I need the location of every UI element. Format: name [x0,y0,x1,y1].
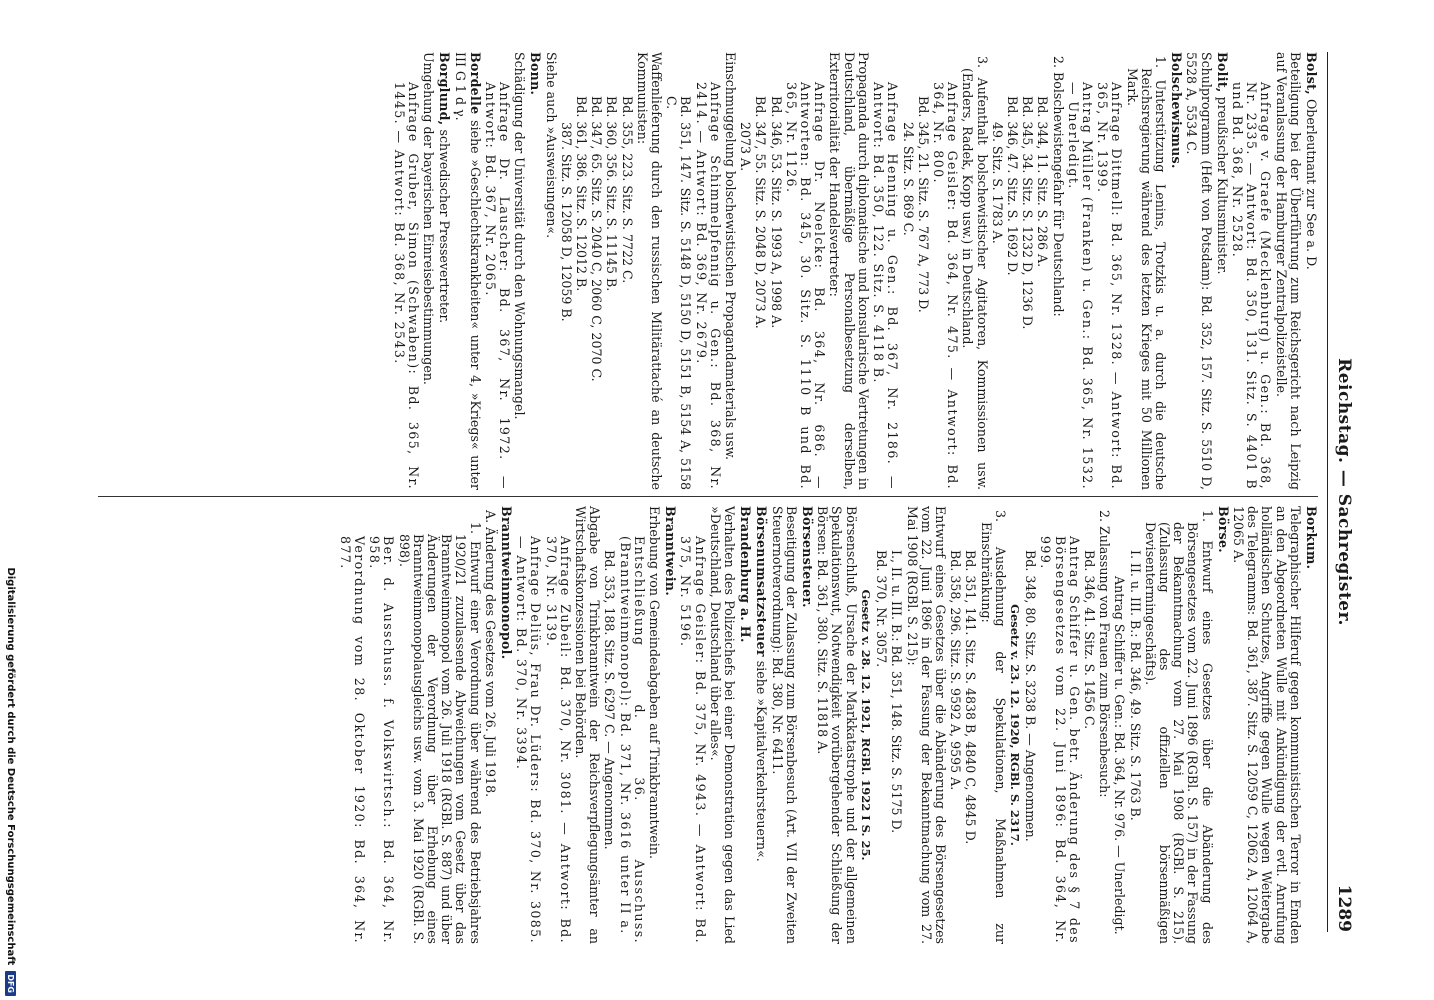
reference-line: Bd. 351, 141. Sitz. S. 4838 B, 4840 C, 4845 D. [963,550,979,845]
reference-line: Antrag Schiffer u. Gen.: Bd. 364, Nr. 976. — Unerledigt. [1112,576,1128,935]
entry-text: Verhalten des Polizeichefs bei einer Demonstration gegen das Lied »Deutschland, Deutschland über alles«. [707,506,738,944]
entry-heading: Borglund, [437,52,453,126]
running-title: Reichstag. — Sachregister. [1334,358,1354,626]
dfg-logo: DFG [6,971,17,996]
reference-line: Anfrage Geisler: Bd. 364, Nr. 475. — Antwort: Bd. 364, Nr. 800. [930,82,961,490]
reference-line: Bd. 370, Nr. 3057. [874,550,890,668]
entry-heading: Borkum. [1304,506,1319,570]
entry-heading: Branntwein. [663,506,679,597]
entry-text: Propaganda durch diplomatische und konsularische Vertretungen in Deutschland, übermäßige Personalbesetzung derselben, Exterritorialität der Handelsvertreter: [827,52,871,490]
entry-heading: Bolst, [1304,52,1319,95]
entry-heading: Brandenburg a. H. [738,506,754,643]
index-entry [754,506,768,944]
reference-line: Anfrage Dr. Noelcke: Bd. 364, Nr. 686. — Antworten: Bd. 345, 30. Sitz. S. 1110 B und Bd. 365, Nr. 1126. [783,82,828,490]
reference-line: Anfrage Gruber, Simon (Schwaben): Bd. 365, Nr. 1445. — Antwort: Bd. 368, Nr. 2543. [391,82,421,490]
entry-description: siehe »Kapitalverkehrsteuern«. [754,660,770,862]
reference-line: Anfrage Henning u. Gen.: Bd. 367, Nr. 2186. — Antwort: Bd. 350, 122. Sitz. S. 4118 B. [871,82,901,490]
entry-heading: Börse. [1215,506,1231,553]
reference-line: 2073 A. [738,122,754,172]
reference-line: Verordnung vom 28. Oktober 1920: Bd. 364, Nr. 877. [337,536,367,944]
subentry: A. Änderung des Gesetzes vom 26. Juli 1918. [482,510,498,798]
reference-line: Bd. 346, 47. Sitz. S. 1692 D. [1004,96,1020,276]
reference-line: Anfrage Schimmelpfennig u. Gen.: Bd. 368, Nr. 2414. — Antwort: Bd. 369, Nr. 2679. [693,82,723,490]
entry-text: Abgabe von Trinkbranntwein der Reichsverpflegungsämter an Wirtschaftskonzessionen bei Behörden. [573,506,603,944]
index-entry [499,506,513,944]
index-entry [663,506,677,944]
subentry: 2. Bolschewistengefahr für Deutschland: [1050,56,1066,317]
page-header [1327,52,1354,932]
reference-line: Bd. 348, 80. Sitz. S. 3238 B. — Angenommen. [1023,550,1039,842]
entry-text: Börsenschluß, Ursache der Markkatastrophe und der allgemeinen Spekulationswut, Notwendigkeit vorübergehender Schließung der Börsen: Bd. 361, 380. Sitz. S. 11818 A. [815,506,859,944]
entry-text: Siehe auch »Ausweisungen«. [543,52,559,239]
entry-text: Telegraphischer Hilferuf gegen kommunistischen Terror in Emden an den Abgeordneten Wulle mit Ankündigung der evtl. Anrufung holländischen Schutzes, Angriffe gegen Wulle wegen Weitergabe des Telegramms: Bd. 361, 387. Sitz. S. 12059 C, 12062 A, 12064 A, 12065 A. [1230,506,1303,944]
entry-heading: Bolschewismus. [1169,52,1185,169]
index-entry [738,506,752,944]
entry-text: Entwurf eines Gesetzes über die Abänderung des Börsengesetzes vom 22. Juni 1896 in der Fassung der Bekanntmachung vom 27. Mai 1908 (RGBl. S. 215): [904,506,948,944]
reference-line: Anfrage Geisler: Bd. 375, Nr. 4943. — Antwort: Bd. 375, Nr. 5196. [678,536,708,944]
reference-line: 387. Sitz. S. 12058 D, 12059 B. [558,122,574,322]
entry-text: Einschmuggelung bolschewistischen Propagandamaterials usw. [723,52,739,460]
entry-text: Beseitigung der Zulassung zum Börsenbesuch (Art. VII der Zweiten Steuernotverordnung): Bd. 380, Nr. 6411. [769,506,799,944]
reference-line: I. II. u. III. B.: Bd. 346, 49. Sitz. S. 1763 B. [1127,550,1143,821]
digitization-credit: Digitalisierung gefördert durch die Deutsche Forschungsgemeinschaft [5,567,17,966]
entry-heading: Börsenumsatzsteuer [754,506,770,657]
entry-text: Erhebung von Gemeindeabgaben auf Trinkbranntwein. [647,506,663,859]
reference-line: I., II. u. III. B.: Bd. 351, 148. Sitz. S. 5175 D. [889,550,905,834]
reference-line: 49. Sitz. S. 1783 A. [989,122,1005,244]
subentry: 3. Aufenthalt bolschewistischer Agitatoren, Kommissionen usw. (Enders, Radek, Kopp usw.) in Deutschland. [960,56,990,490]
entry-text: Umgehung der bayerischen Einreisebestimmungen. [421,52,437,385]
reference-line: Bd. 355, 223. Sitz. S. 7722 C. [619,96,635,284]
entry-heading: Branntweinmonopol. [499,506,515,660]
reference-line: Anfrage v. Graefe (Mecklenburg) u. Gen.: Bd. 368, Nr. 2335. — Antwort: Bd. 350, 131. Sitz. S. 4401 B und Bd. 368, Nr. 2528. [1229,82,1274,490]
entry-description: siehe »Geschlechtskrankheiten« unter 4, »Kriegs« unter III G 1 d γ. [453,52,483,490]
index-entry [1216,506,1230,944]
entry-text: Schulprogramm (Heft von Potsdam): Bd. 352, 157. Sitz. S. 5510 D, 5528 A, 5534 C. [1184,52,1214,490]
reference-line: Bd. 353, 188. Sitz. S. 6297 C. — Angenommen. [602,550,618,850]
page-footer [0,0,22,1000]
entry-heading: Bonn. [528,52,544,96]
reference-line: Bd. 345, 34. Sitz. S. 1232 D, 1236 D. [1020,96,1036,330]
index-entry [1304,506,1318,944]
law-citation: Gesetz v. 23. 12. 1920, RGBl. S. 2317. [1007,604,1022,846]
entry-text: Beteiligung bei der Überführung zum Reichsgericht nach Leipzig auf Veranlassung der Hamburger Zentralpolizeistelle. [1273,52,1303,490]
reference-line: Anfrage Dr. Lauscher: Bd. 367, Nr. 1972. — Antwort: Bd. 367, Nr. 2065. [482,82,513,490]
reference-line: Bd. 351, 147. Sitz. S. 5148 D, 5150 D, 5151 B, 5154 A, 5158 C. [664,96,694,490]
reference-line: Entschließung d. 36. Ausschuss. (Branntweinmonopol): Bd. 371, Nr. 3616 unter II a. [617,536,647,944]
reference-line: Bd. 347, 55. Sitz. S. 2048 D, 2073 A. [753,96,769,329]
subentry: 1. Entwurf eines Gesetzes über die Abänderung des Börsengesetzes vom 22. Juni 1896 (RGBl. S. 157) in der Fassung der Bekanntmachung vom 27. Mai 1908 (RGBl. S. 215). (Zulassung des offiziellen börsenmäßigen Devisentermingeschäfts). [1142,510,1215,944]
subentry: 3. Ausdehnung der Spekulationen, Maßnahmen zur Einschränkung: [978,510,1008,944]
entry-description: schwedischer Pressevertreter. [437,129,453,324]
index-entry [1215,52,1229,490]
reference-line: Antrag Müller (Franken) u. Gen.: Bd. 365, Nr. 1532. — Unerledigt. [1065,82,1095,490]
reference-line: Bd. 347, 65. Sitz. S. 2040 C, 2060 C, 2070 C. [589,96,605,382]
reference-line: Bd. 346, 53. Sitz. S. 1993 A, 1998 A. [768,96,784,329]
entry-heading: Börsensteuer. [800,506,816,608]
index-entry [528,52,542,490]
entry-description: Oberleutnant zur See a. D. [1304,98,1319,270]
right-column [337,506,1318,944]
reference-line: Antrag Schiffer u. Gen. betr. Änderung des § 7 des Börsengesetzes vom 22. Juni 1896: Bd. 364, Nr. 999. [1038,536,1082,944]
index-entry [437,52,451,490]
entry-heading: Bordelle [467,52,483,115]
entry-description: preußischer Kultusminister. [1214,96,1230,275]
reference-line: Bd. 361, 386. Sitz. S. 12012 B. [574,96,590,292]
reference-line: Ber. d. Ausschuss. f. Volkswirtsch.: Bd. 364, Nr. 958. [367,536,397,944]
entry-text: Schädigung der Universität durch den Wohnungsmangel. [512,52,528,420]
reference-line: Anfrage Dittmell: Bd. 365, Nr. 1328. — Antwort: Bd. 365, Nr. 1399. [1095,82,1125,490]
index-entry [453,52,481,490]
page-number: 1289 [1334,884,1354,932]
index-entry [1304,52,1318,490]
subentry: 1. Unterstützung Lenins, Trotzkis u. a. durch die deutsche Reichsregierung während des letzten Krieges mit 50 Millionen Mark. [1124,56,1168,490]
reference-line: Bd. 345, 21. Sitz. S. 767 A, 773 D. [915,96,931,313]
entry-text: Waffenlieferung durch den russischen Militärattaché an deutsche Kommunisten: [634,52,665,490]
index-entry [800,506,814,944]
left-column [390,52,1318,490]
reference-line: Bd. 358, 296. Sitz. S. 9592 A, 9595 A. [948,550,964,791]
reference-line: Anfrage Zubeil: Bd. 370, Nr. 3081. — Antwort: Bd. 370, Nr. 3139. [543,536,573,944]
index-entry [1169,52,1183,490]
reference-line: 24. Sitz. S. 869 C. [900,122,916,236]
law-citation: Gesetz v. 28. 12. 1921, RGBl. 1922 I S. 25. [858,589,873,861]
reference-line: Anfrage Deliüs, Frau Dr. Lüders: Bd. 370, Nr. 3085. — Antwort: Bd. 370, Nr. 3394. [514,536,544,944]
reference-line: Bd. 360, 356. Sitz. S. 11145 B. [604,96,620,292]
subentry: 1. Entwurf einer Verordnung über während des Betriebsjahres 1920/21 zuzulassende Abweichungen vom Gesetz über das Branntweinmonopol vom 26. Juli 1918 (RGBl. S. 887) und über Änderungen der Verordnung über Erhebung eines Branntweinmonopolausgleichs usw. vom 3. Mai 1920 (RGBl. S. 898). [396,522,483,944]
reference-line: Bd. 344, 11. Sitz. S. 286 A. [1035,96,1051,268]
entry-heading: Bolit, [1214,52,1230,93]
reference-line: Bd. 346, 41. Sitz. S. 1456 C. [1081,550,1097,730]
column-divider [98,496,1318,497]
subentry: 2. Zulassung von Frauen zum Börsenbesuch: [1097,510,1113,798]
